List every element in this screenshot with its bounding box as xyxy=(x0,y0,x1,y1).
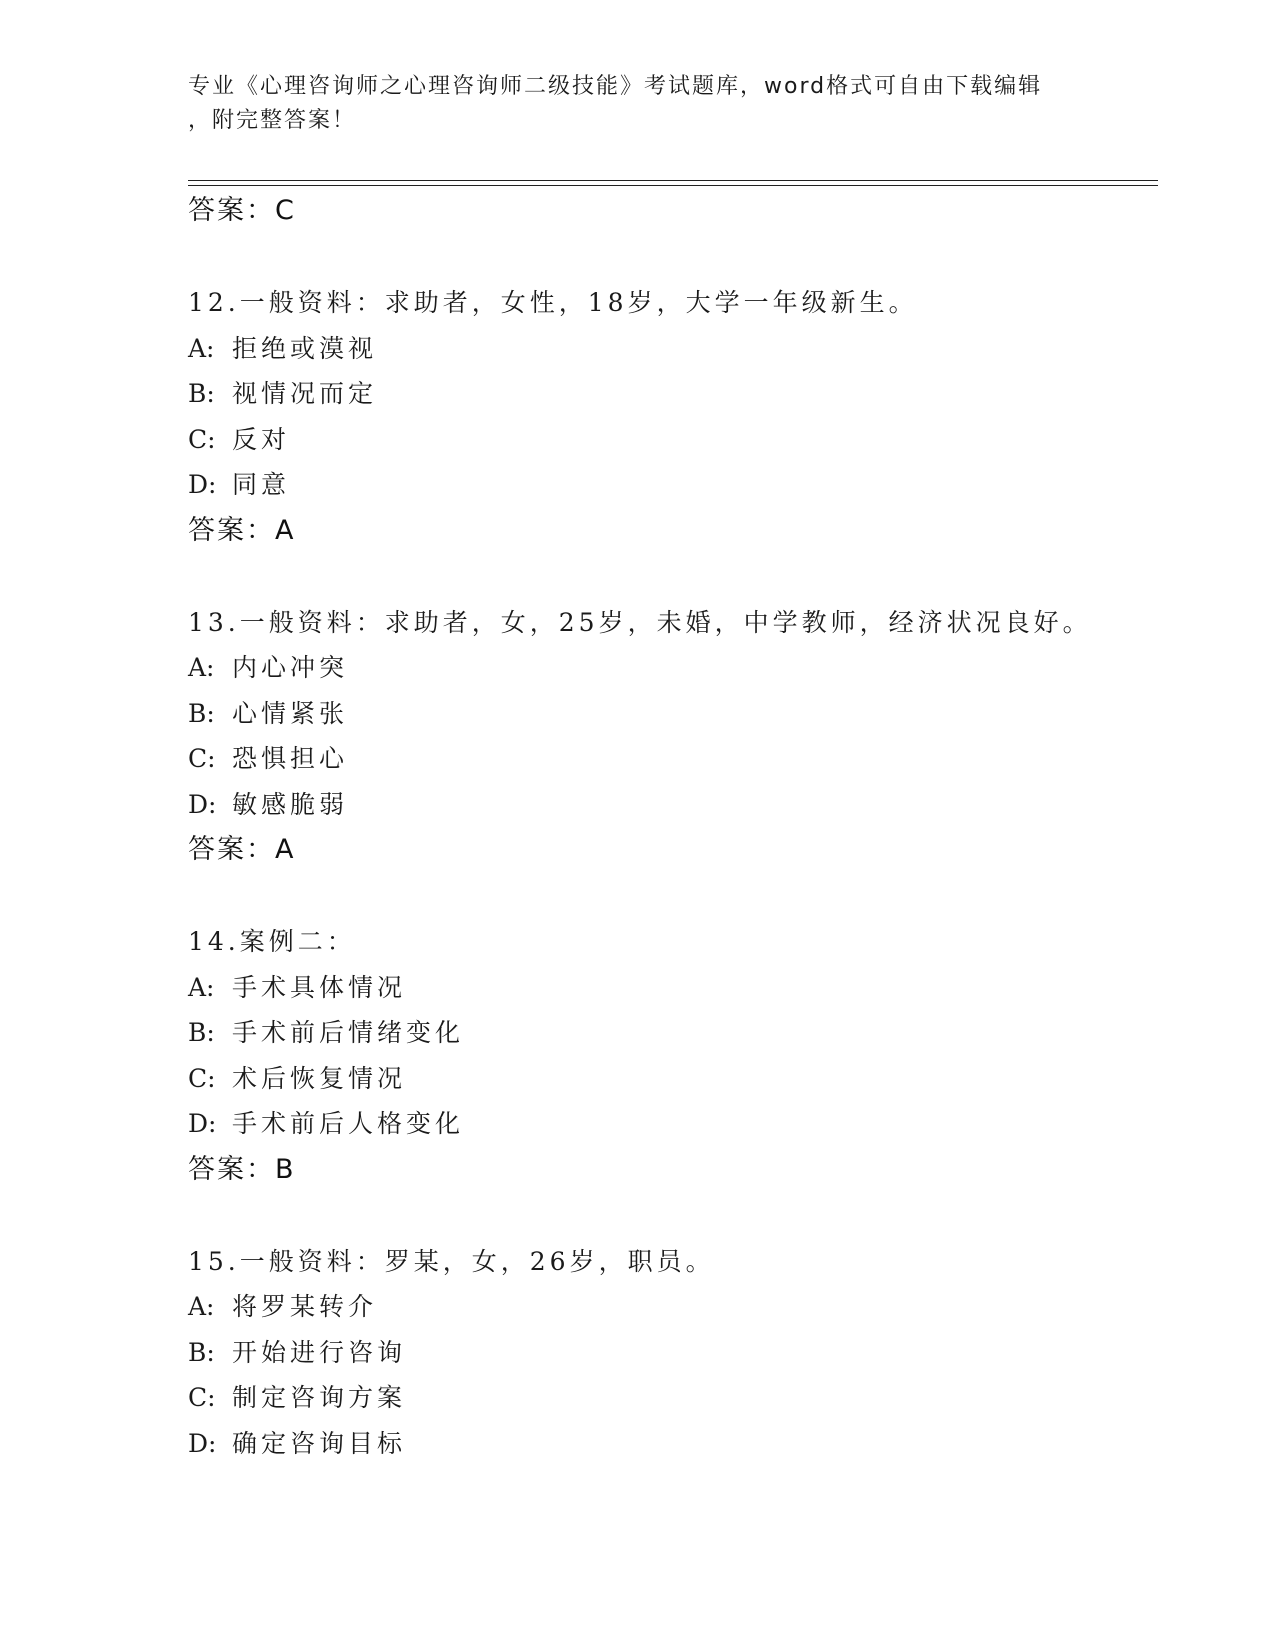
option-text: 制定咨询方案 xyxy=(232,1383,407,1412)
option-c xyxy=(188,1056,1188,1102)
option-a xyxy=(188,645,1188,691)
option-letter: B: xyxy=(188,1337,215,1367)
spacer xyxy=(188,1193,1188,1239)
question-stem: 14.案例二： xyxy=(188,927,356,956)
option-a xyxy=(188,326,1188,372)
option-d xyxy=(188,782,1188,828)
option-letter: C: xyxy=(188,1383,216,1412)
spacer xyxy=(188,234,1188,280)
option-text: 视情况而定 xyxy=(232,379,378,408)
option-text: 确定咨询目标 xyxy=(232,1428,407,1458)
option-letter: D: xyxy=(188,470,217,499)
option-letter: C: xyxy=(188,1063,216,1093)
option-b xyxy=(188,691,1188,737)
option-b xyxy=(188,1330,1188,1376)
option-c xyxy=(188,417,1188,463)
option-text: 开始进行咨询 xyxy=(232,1337,407,1367)
header-divider-top xyxy=(188,180,1158,181)
option-letter: B: xyxy=(188,379,215,408)
option-text: 恐惧担心 xyxy=(232,744,349,773)
answer-line: 答案：A xyxy=(188,834,296,865)
option-text: 同意 xyxy=(232,470,291,499)
option-c xyxy=(188,1375,1188,1421)
question-block xyxy=(188,919,1188,1193)
previous-answer: 答案：C xyxy=(188,195,296,226)
answer-line: 答案：A xyxy=(188,514,296,546)
question-stem: 12.一般资料：求助者，女性，18岁，大学一年级新生。 xyxy=(188,288,918,317)
option-a xyxy=(188,1284,1188,1330)
option-letter: C: xyxy=(188,424,216,454)
option-text: 将罗某转介 xyxy=(232,1292,378,1321)
option-text: 手术具体情况 xyxy=(232,972,407,1002)
option-text: 内心冲突 xyxy=(232,653,349,682)
option-d xyxy=(188,1101,1188,1147)
option-letter: A: xyxy=(188,653,215,682)
question-block xyxy=(188,280,1188,554)
question-block xyxy=(188,1239,1188,1467)
question-block xyxy=(188,600,1188,874)
option-a xyxy=(188,965,1188,1011)
answer-line: 答案：B xyxy=(188,1153,296,1185)
option-text: 敏感脆弱 xyxy=(232,789,349,819)
option-text: 术后恢复情况 xyxy=(232,1063,407,1093)
option-c xyxy=(188,736,1188,782)
question-stem: 13.一般资料：求助者，女，25岁，未婚，中学教师，经济状况良好。 xyxy=(188,607,1092,637)
spacer xyxy=(188,554,1188,600)
question-stem: 15.一般资料：罗某，女，26岁，职员。 xyxy=(188,1246,715,1276)
question-list xyxy=(188,188,1188,1466)
option-letter: B: xyxy=(188,698,215,728)
option-b xyxy=(188,371,1188,417)
option-text: 手术前后情绪变化 xyxy=(232,1018,465,1047)
header-line-1: 专业《心理咨询师之心理咨询师二级技能》考试题库，word格式可自由下载编辑 xyxy=(188,74,1043,99)
option-d xyxy=(188,1421,1188,1467)
option-letter: C: xyxy=(188,744,216,773)
header-divider-bottom xyxy=(188,185,1158,186)
option-letter: A: xyxy=(188,1292,215,1321)
header-line-2: ，附完整答案！ xyxy=(188,108,357,133)
spacer xyxy=(188,873,1188,919)
option-letter: D: xyxy=(188,1428,217,1458)
option-d xyxy=(188,462,1188,508)
option-text: 反对 xyxy=(232,424,291,454)
option-b xyxy=(188,1010,1188,1056)
option-text: 心情紧张 xyxy=(232,698,349,728)
option-letter: B: xyxy=(188,1018,215,1047)
option-letter: D: xyxy=(188,789,217,819)
document-header xyxy=(188,70,1088,138)
option-text: 手术前后人格变化 xyxy=(232,1109,465,1138)
option-letter: D: xyxy=(188,1109,217,1138)
option-letter: A: xyxy=(188,333,215,363)
option-text: 拒绝或漠视 xyxy=(232,333,378,363)
option-letter: A: xyxy=(188,972,215,1002)
